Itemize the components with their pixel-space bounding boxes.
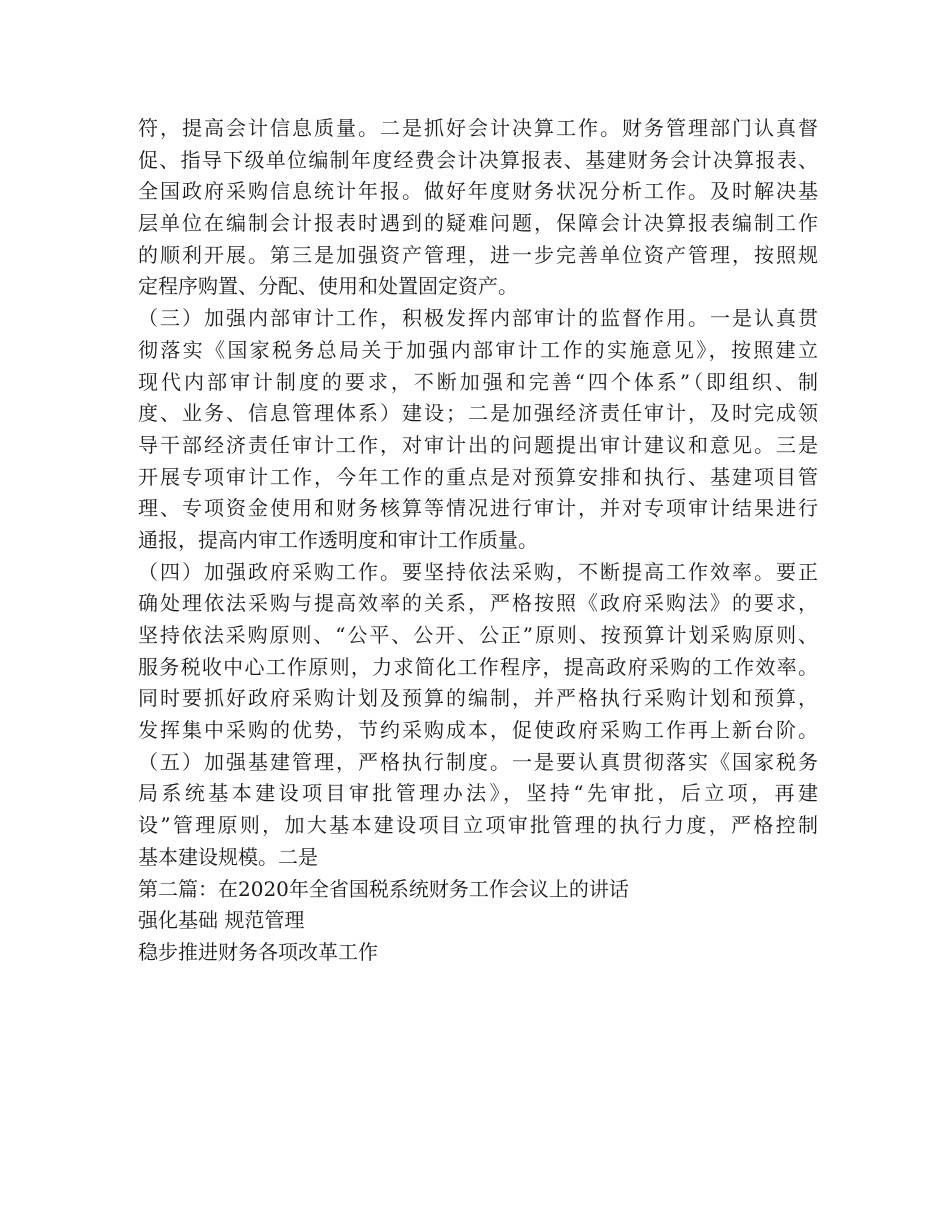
text-line-19: 同时要抓好政府采购计划及预算的编制，并严格执行采购计划和预算， [138, 686, 818, 711]
text-line-3: 全国政府采购信息统计年报。做好年度财务状况分析工作。及时解决基 [138, 179, 818, 204]
text-line-1: 符，提高会计信息质量。二是抓好会计决算工作。财务管理部门认真督 [138, 116, 818, 140]
text-line-24: 基本建设规模。二是 [138, 844, 318, 869]
text-line-22: 局系统基本建设项目审批管理办法》，坚持“先审批，后立项，再建 [138, 781, 818, 806]
text-line-14: 通报，提高内审工作透明度和审计工作质量。 [138, 527, 538, 552]
document-body [138, 113, 818, 969]
subtitle-line-1: 强化基础 规范管理 [138, 908, 305, 933]
text-line-7: （三）加强内部审计工作，积极发挥内部审计的监督作用。一是认真贯 [138, 306, 818, 331]
text-line-5: 的顺利开展。第三是加强资产管理，进一步完善单位资产管理，按照规 [138, 242, 818, 267]
section-title: 第二篇：在2020年全省国税系统财务工作会议上的讲话 [138, 876, 629, 901]
text-line-13: 理、专项资金使用和财务核算等情况进行审计，并对专项审计结果进行 [138, 496, 818, 521]
text-line-9: 现代内部审计制度的要求，不断加强和完善“四个体系”（即组织、制 [138, 369, 818, 394]
text-line-21: （五）加强基建管理，严格执行制度。一是要认真贯彻落实《国家税务 [138, 749, 818, 774]
text-line-10: 度、业务、信息管理体系）建设；二是加强经济责任审计，及时完成领 [138, 401, 818, 426]
text-line-18: 服务税收中心工作原则，力求简化工作程序，提高政府采购的工作效率。 [138, 654, 818, 679]
text-line-4: 层单位在编制会计报表时遇到的疑难问题，保障会计决算报表编制工作 [138, 211, 818, 236]
text-line-11: 导干部经济责任审计工作，对审计出的问题提出审计建议和意见。三是 [138, 432, 818, 457]
text-line-20: 发挥集中采购的优势，节约采购成本，促使政府采购工作再上新台阶。 [138, 718, 818, 743]
text-line-16: 确处理依法采购与提高效率的关系，严格按照《政府采购法》的要求， [138, 591, 818, 616]
text-line-6: 定程序购置、分配、使用和处置固定资产。 [138, 274, 518, 299]
text-line-17: 坚持依法采购原则、“公平、公开、公正”原则、按预算计划采购原则、 [138, 623, 818, 647]
text-line-12: 开展专项审计工作，今年工作的重点是对预算安排和执行、基建项目管 [138, 464, 818, 489]
text-line-2: 促、指导下级单位编制年度经费会计决算报表、基建财务会计决算报表、 [138, 147, 818, 172]
text-line-8: 彻落实《国家税务总局关于加强内部审计工作的实施意见》，按照建立 [138, 337, 818, 362]
subtitle-line-2: 稳步推进财务各项改革工作 [138, 939, 378, 964]
text-line-23: 设”管理原则，加大基本建设项目立项审批管理的执行力度，严格控制 [138, 813, 818, 838]
text-line-15: （四）加强政府采购工作。要坚持依法采购，不断提高工作效率。要正 [138, 559, 818, 584]
